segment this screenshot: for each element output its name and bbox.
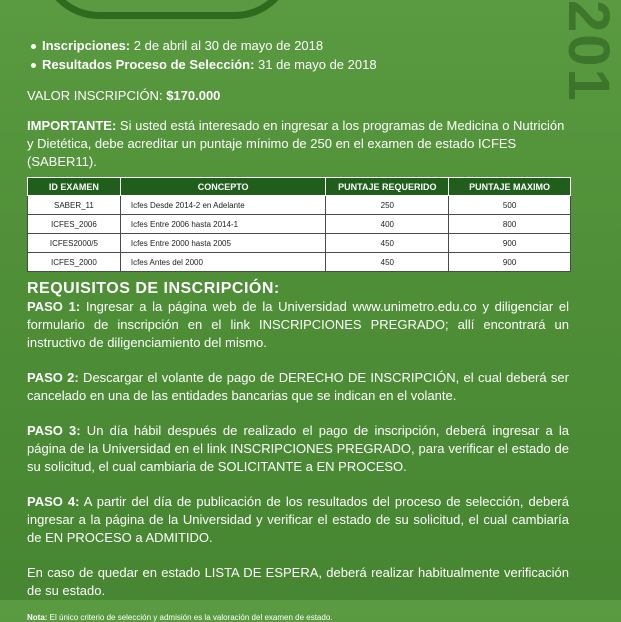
table-cell: ICFES_2000: [28, 253, 121, 272]
exam-requirements-table: [27, 177, 571, 272]
bullet-dot-icon: [31, 44, 36, 49]
bullet-label: Resultados Proceso de Selección:: [42, 57, 255, 72]
importante-notice: [27, 117, 569, 171]
column-header: PUNTAJE REQUERIDO: [326, 178, 449, 196]
paso-4: [27, 493, 569, 547]
requisitos-heading: REQUISITOS DE INSCRIPCIÓN:: [27, 280, 280, 297]
table-row: [28, 196, 571, 215]
table-cell: Icfes Desde 2014-2 en Adelante: [120, 196, 326, 215]
bullet-text: 31 de mayo de 2018: [254, 57, 377, 72]
bullet-resultados: [31, 55, 569, 74]
year-watermark: 201: [556, 0, 621, 103]
importante-label: IMPORTANTE:: [27, 118, 117, 133]
paso-label: PASO 2:: [27, 370, 79, 385]
column-header: ID EXAMEN: [28, 178, 121, 196]
valor-amount: $170.000: [166, 88, 221, 103]
decorative-arc: [40, 0, 294, 19]
table-cell: Icfes Antes del 2000: [120, 253, 326, 272]
table-cell: 400: [326, 215, 449, 234]
table-cell: 250: [326, 196, 449, 215]
paso-3: [27, 422, 569, 476]
paso-1: [27, 298, 569, 352]
table-cell: Icfes Entre 2006 hasta 2014-1: [120, 215, 326, 234]
bullet-inscripciones: [31, 36, 569, 55]
table-cell: ICFES_2006: [28, 215, 121, 234]
paso-label: PASO 3:: [27, 423, 81, 438]
lista-espera-notice: En caso de quedar en estado LISTA DE ESPERA, deberá realizar habitualmente verificación de su estado.: [27, 565, 569, 598]
table-row: [28, 215, 571, 234]
bullet-label: Inscripciones:: [42, 38, 131, 53]
nota-text: El único criterio de selección y admisión es la valoración del examen de estado.: [47, 613, 333, 622]
table-header-row: [28, 178, 571, 196]
table-cell: Icfes Entre 2000 hasta 2005: [120, 234, 326, 253]
bullet-text: 2 de abril al 30 de mayo de 2018: [130, 38, 324, 53]
flyer-content: [27, 36, 569, 622]
bullet-dot-icon: [31, 63, 36, 68]
nota-footnote: [27, 613, 569, 622]
paso-2: [27, 369, 569, 405]
importante-text: Si usted está interesado en ingresar a los programas de Medicina o Nutrición y Dietética, debe acreditar un puntaje mínimo de 250 en el examen de estado ICFES (SABER11).: [27, 118, 565, 169]
nota-label: Nota:: [27, 613, 48, 622]
table-cell: 450: [326, 253, 449, 272]
column-header: CONCEPTO: [120, 178, 326, 196]
paso-text: A partir del día de publicación de los resultados del proceso de selección, deberá ingresar a la página de la Universidad y verificar el estado de su solicitud, el cual cambiaría de EN PROCESO a ADMITIDO.: [27, 494, 569, 545]
paso-text: Un día hábil después de realizado el pago de inscripción, deberá ingresar a la página de la Universidad en el link INSCRIPCIONES PREGRADO, para verificar el estado de su solicitud, el cual cambiaria de SOLICITANTE a EN PROCESO.: [27, 423, 569, 474]
paso-label: PASO 1:: [27, 299, 81, 314]
paso-text: Descargar el volante de pago de DERECHO DE INSCRIPCIÓN, el cual deberá ser cancelado en una de las entidades bancarias que se indican en el volante.: [27, 370, 569, 403]
table-cell: 500: [449, 196, 571, 215]
table-cell: 800: [449, 215, 571, 234]
paso-text: Ingresar a la página web de la Universidad www.unimetro.edu.co y diligenciar el formulario de inscripción en el link INSCRIPCIONES PREGRADO; allí encontrará un instructivo de diligenciamiento del mismo.: [27, 299, 569, 350]
table-cell: 900: [449, 234, 571, 253]
table-row: [28, 234, 571, 253]
table-cell: 900: [449, 253, 571, 272]
table-row: [28, 253, 571, 272]
table-cell: 450: [326, 234, 449, 253]
valor-inscripcion: [27, 88, 569, 103]
column-header: PUNTAJE MAXIMO: [449, 178, 571, 196]
table-cell: SABER_11: [28, 196, 121, 215]
paso-label: PASO 4:: [27, 494, 80, 509]
table-cell: ICFES2000/5: [28, 234, 121, 253]
valor-label: VALOR INSCRIPCIÓN:: [27, 88, 167, 103]
